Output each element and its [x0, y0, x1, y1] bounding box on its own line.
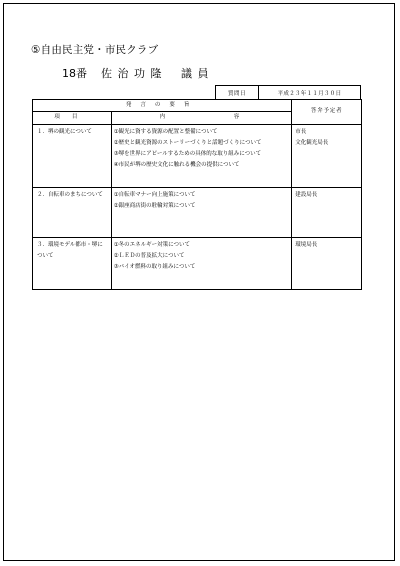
content-cell: [111, 187, 292, 237]
header-item-cell: [33, 112, 112, 124]
content-line: ③バイオ燃料の取り組みについて: [113, 264, 196, 271]
question-date-label: 質問日: [216, 86, 259, 99]
table-row: [33, 237, 362, 289]
question-date-value: 平成２３年１１月３０日: [277, 90, 342, 97]
question-date-box: [215, 85, 361, 100]
content-line: ④市民が堺の歴史文化に触れる機会の提供について: [113, 162, 240, 169]
member-title: 議員: [181, 67, 214, 80]
responder-cell: [292, 187, 362, 237]
content-cell: [111, 124, 292, 187]
responder-cell: [292, 237, 362, 289]
content-line: ②歴史と観光資源のストーリーづくりと話題づくりについて: [113, 139, 262, 146]
content-line: ①冬のエネルギー対策について: [113, 241, 190, 248]
table-row: [33, 187, 362, 237]
content-line: ②ＬＥＤの普及拡大について: [113, 252, 185, 259]
item-cell: １．堺の観光について: [33, 124, 112, 187]
item-cell: ３．環境モデル都市・堺について: [33, 237, 112, 289]
responder: 環境局長: [295, 241, 318, 248]
table-row: [33, 124, 362, 187]
responder-cell: [292, 124, 362, 187]
header-content-right: 容: [233, 114, 240, 121]
party-name: ⑤自由民主党・市民クラブ: [31, 44, 159, 56]
content-line: ②銀座商店街の駐輪対策について: [113, 202, 196, 209]
header-content-cell: [111, 112, 292, 124]
responder: 建設局長: [295, 191, 318, 198]
responder: 文化観光局長: [295, 139, 329, 146]
item-cell: ２．自転車のまちについて: [33, 187, 112, 237]
question-table: [32, 99, 362, 290]
content-cell: [111, 237, 292, 289]
member-name: 佐治功隆: [101, 67, 167, 80]
content-line: ①自転車マナー向上施策について: [113, 191, 196, 198]
content-line: ③堺を世界にアピールするための具体的な取り組みについて: [113, 151, 262, 158]
content-line: ①観光に資する資源の配置と整備について: [113, 128, 218, 135]
header-item: 項目: [54, 114, 90, 121]
member-number: 18番: [62, 67, 87, 80]
header-content-left: 内: [159, 114, 166, 121]
header-speech-summary: 発言の要旨: [33, 100, 292, 112]
header-responder: 答弁予定者: [292, 100, 362, 125]
member-line: [62, 65, 214, 81]
responder: 市長: [295, 128, 307, 135]
